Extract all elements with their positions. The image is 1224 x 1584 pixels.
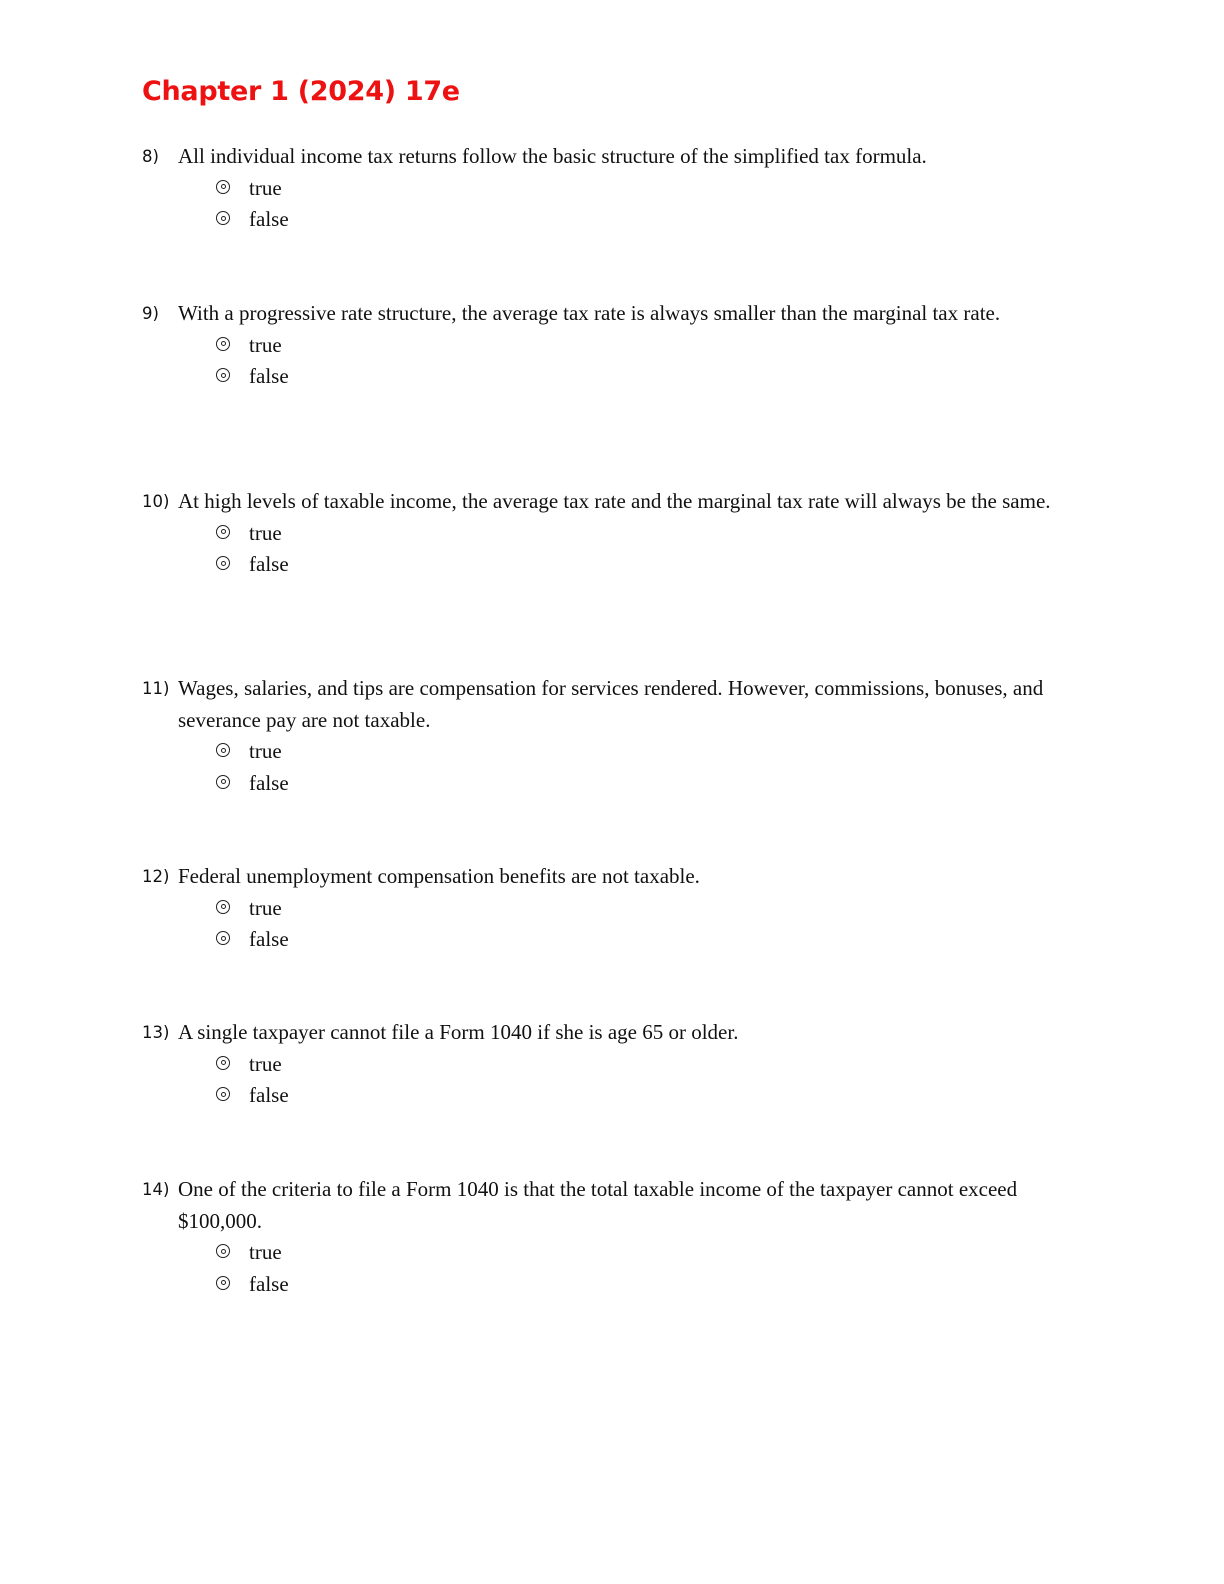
option-true[interactable] <box>142 736 1082 768</box>
option-true[interactable] <box>142 330 1082 362</box>
question-number: 11) <box>142 679 170 698</box>
radio-button-icon[interactable] <box>216 1244 230 1258</box>
option-true[interactable] <box>142 893 1082 925</box>
question-14 <box>142 1174 1082 1300</box>
option-label: false <box>249 207 289 231</box>
radio-button-icon[interactable] <box>216 556 230 570</box>
option-label: false <box>249 927 289 951</box>
question-text: One of the criteria to file a Form 1040 is that the total taxable income of the taxpayer cannot exceed $100,000. <box>178 1177 1018 1233</box>
option-label: true <box>249 1051 282 1076</box>
radio-button-icon[interactable] <box>216 1276 230 1290</box>
option-true[interactable] <box>142 518 1082 550</box>
option-false[interactable] <box>142 768 1082 800</box>
option-label: false <box>249 552 289 576</box>
question-stem <box>142 1174 1082 1237</box>
question-8 <box>142 141 1082 236</box>
option-label: false <box>249 770 289 795</box>
option-true[interactable] <box>142 1237 1082 1269</box>
radio-button-icon[interactable] <box>216 337 230 351</box>
question-number: 13) <box>142 1023 170 1042</box>
question-number: 9) <box>142 304 159 323</box>
question-stem <box>142 141 1082 173</box>
question-text: All individual income tax returns follow the basic structure of the simplified tax formula. <box>178 144 927 168</box>
radio-button-icon[interactable] <box>216 775 230 789</box>
radio-button-icon[interactable] <box>216 743 230 757</box>
question-text: At high levels of taxable income, the average tax rate and the marginal tax rate will always be the same. <box>178 489 1051 513</box>
radio-button-icon[interactable] <box>216 180 230 194</box>
question-12 <box>142 861 1082 956</box>
question-stem <box>142 298 1082 330</box>
radio-button-icon[interactable] <box>216 1056 230 1070</box>
option-label: false <box>249 364 289 388</box>
question-number: 8) <box>142 147 159 166</box>
option-false[interactable] <box>142 361 1082 393</box>
answer-options <box>142 330 1082 393</box>
question-stem <box>142 1017 1082 1049</box>
question-text: With a progressive rate structure, the average tax rate is always smaller than the marginal tax rate. <box>178 301 1001 325</box>
option-label: false <box>249 1083 289 1107</box>
option-label: true <box>249 520 282 545</box>
option-label: true <box>249 175 282 200</box>
option-label: true <box>249 739 282 763</box>
option-false[interactable] <box>142 1080 1082 1112</box>
option-false[interactable] <box>142 549 1082 581</box>
question-number: 10) <box>142 492 170 511</box>
radio-button-icon[interactable] <box>216 368 230 382</box>
question-number: 14) <box>142 1180 170 1199</box>
radio-button-icon[interactable] <box>216 1087 230 1101</box>
radio-button-icon[interactable] <box>216 931 230 945</box>
answer-options <box>142 893 1082 956</box>
option-label: true <box>249 1240 282 1264</box>
question-text: Wages, salaries, and tips are compensation for services rendered. However, commissions, bonuses, and severance pay are not taxable. <box>178 676 1044 732</box>
question-stem <box>142 673 1082 736</box>
question-stem <box>142 486 1082 518</box>
option-true[interactable] <box>142 173 1082 205</box>
answer-options <box>142 173 1082 236</box>
answer-options <box>142 1237 1082 1300</box>
answer-options <box>142 518 1082 581</box>
option-false[interactable] <box>142 204 1082 236</box>
question-text: Federal unemployment compensation benefits are not taxable. <box>178 864 700 888</box>
radio-button-icon[interactable] <box>216 900 230 914</box>
option-label: true <box>249 895 282 920</box>
answer-options <box>142 736 1082 799</box>
option-label: false <box>249 1271 289 1296</box>
answer-options <box>142 1049 1082 1112</box>
question-stem <box>142 861 1082 893</box>
option-true[interactable] <box>142 1049 1082 1081</box>
option-label: true <box>249 332 282 357</box>
question-number: 12) <box>142 867 170 886</box>
radio-button-icon[interactable] <box>216 211 230 225</box>
radio-button-icon[interactable] <box>216 525 230 539</box>
option-false[interactable] <box>142 924 1082 956</box>
question-11 <box>142 673 1082 799</box>
question-text: A single taxpayer cannot file a Form 1040 if she is age 65 or older. <box>178 1020 739 1044</box>
question-10 <box>142 486 1082 581</box>
page-title: Chapter 1 (2024) 17e <box>142 76 460 107</box>
question-13 <box>142 1017 1082 1112</box>
option-false[interactable] <box>142 1269 1082 1301</box>
question-9 <box>142 298 1082 393</box>
